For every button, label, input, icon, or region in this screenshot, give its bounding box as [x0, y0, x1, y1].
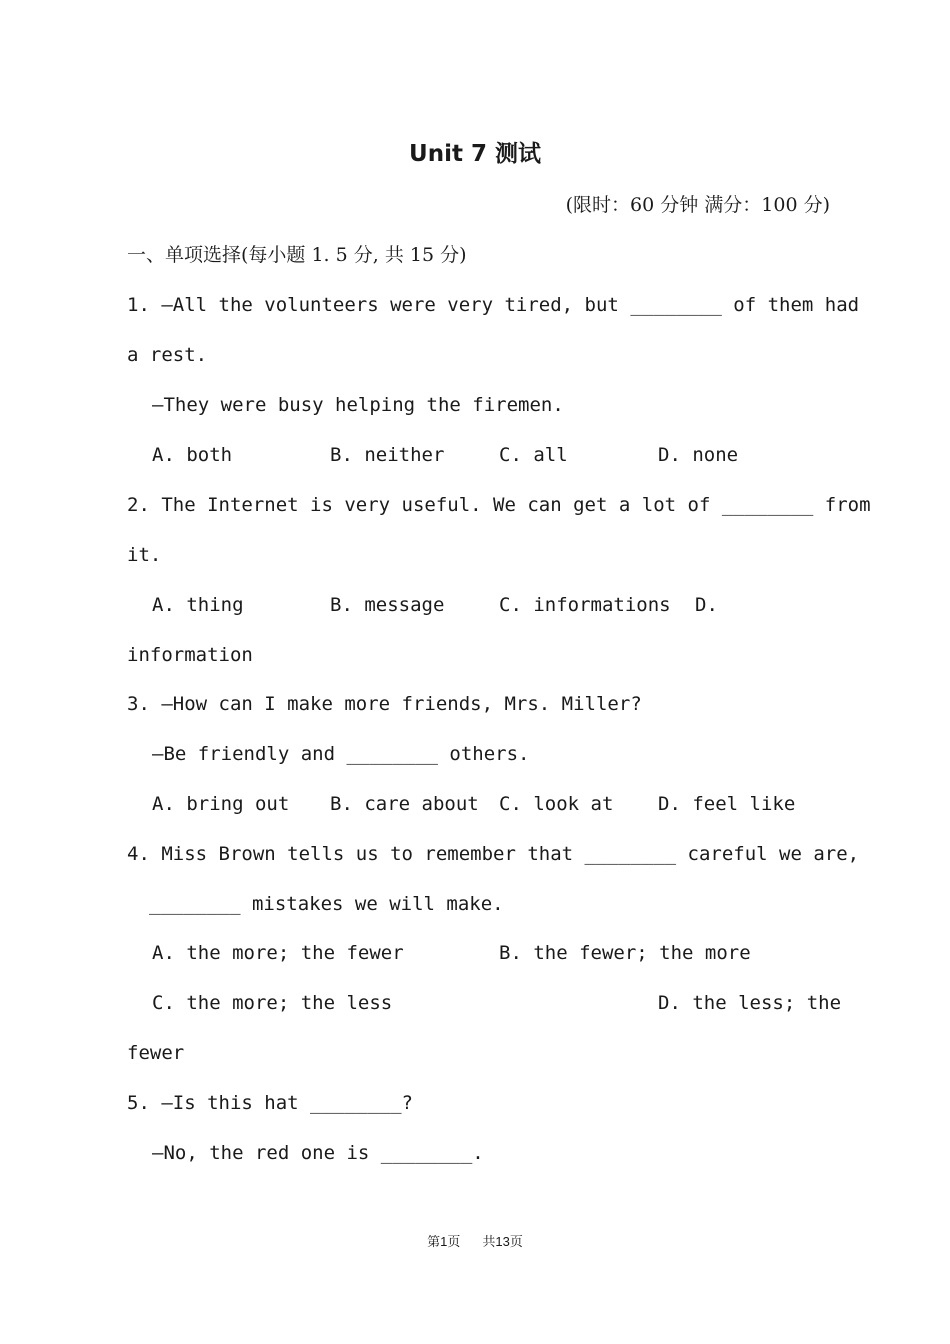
q2-stem: 2. The Internet is very useful. We can get a lot of ________ from	[127, 494, 871, 516]
q3-option-c: C. look at	[499, 793, 614, 815]
q5-stem: 5. —Is this hat ________?	[127, 1092, 413, 1114]
q3-stem: 3. —How can I make more friends, Mrs. Miller?	[127, 693, 642, 715]
q1-option-c: C. all	[499, 444, 568, 466]
q1-stem-cont: a rest.	[127, 344, 208, 366]
document-title: Unit 7 测试	[409, 141, 541, 167]
q2-option-d-cont: information	[127, 644, 253, 666]
page-number: 第1页	[427, 1234, 461, 1249]
q5-reply: —No, the red one is ________.	[152, 1142, 484, 1164]
section-heading: 一、单项选择(每小题 1. 5 分, 共 15 分)	[127, 244, 467, 266]
q4-option-a: A. the more; the fewer	[152, 942, 404, 964]
q4-stem: 4. Miss Brown tells us to remember that ________ careful we are,	[127, 843, 860, 865]
q2-option-c: C. informations	[499, 594, 671, 616]
q2-option-b: B. message	[330, 594, 445, 616]
q4-option-b: B. the fewer; the more	[499, 942, 751, 964]
q1-reply: —They were busy helping the firemen.	[152, 394, 564, 416]
q1-option-d: D. none	[658, 444, 739, 466]
time-score-limit: (限时：60 分钟 满分：100 分)	[565, 194, 830, 216]
q4-option-d: D. the less; the	[658, 992, 842, 1014]
q1-option-a: A. both	[152, 444, 233, 466]
q2-option-d: D.	[695, 594, 718, 616]
q2-option-a: A. thing	[152, 594, 244, 616]
q4-stem-cont: ________ mistakes we will make.	[149, 893, 504, 915]
q4-option-c: C. the more; the less	[152, 992, 393, 1014]
page-total: 共13页	[482, 1234, 523, 1249]
q3-reply: —Be friendly and ________ others.	[152, 743, 530, 765]
q3-option-a: A. bring out	[152, 793, 290, 815]
q4-option-d-cont: fewer	[127, 1042, 185, 1064]
q2-stem-cont: it.	[127, 544, 162, 566]
page-footer	[0, 1234, 950, 1250]
q1-option-b: B. neither	[330, 444, 445, 466]
q3-option-d: D. feel like	[658, 793, 796, 815]
q3-option-b: B. care about	[330, 793, 479, 815]
q1-stem: 1. —All the volunteers were very tired, but ________ of them had	[127, 294, 860, 316]
